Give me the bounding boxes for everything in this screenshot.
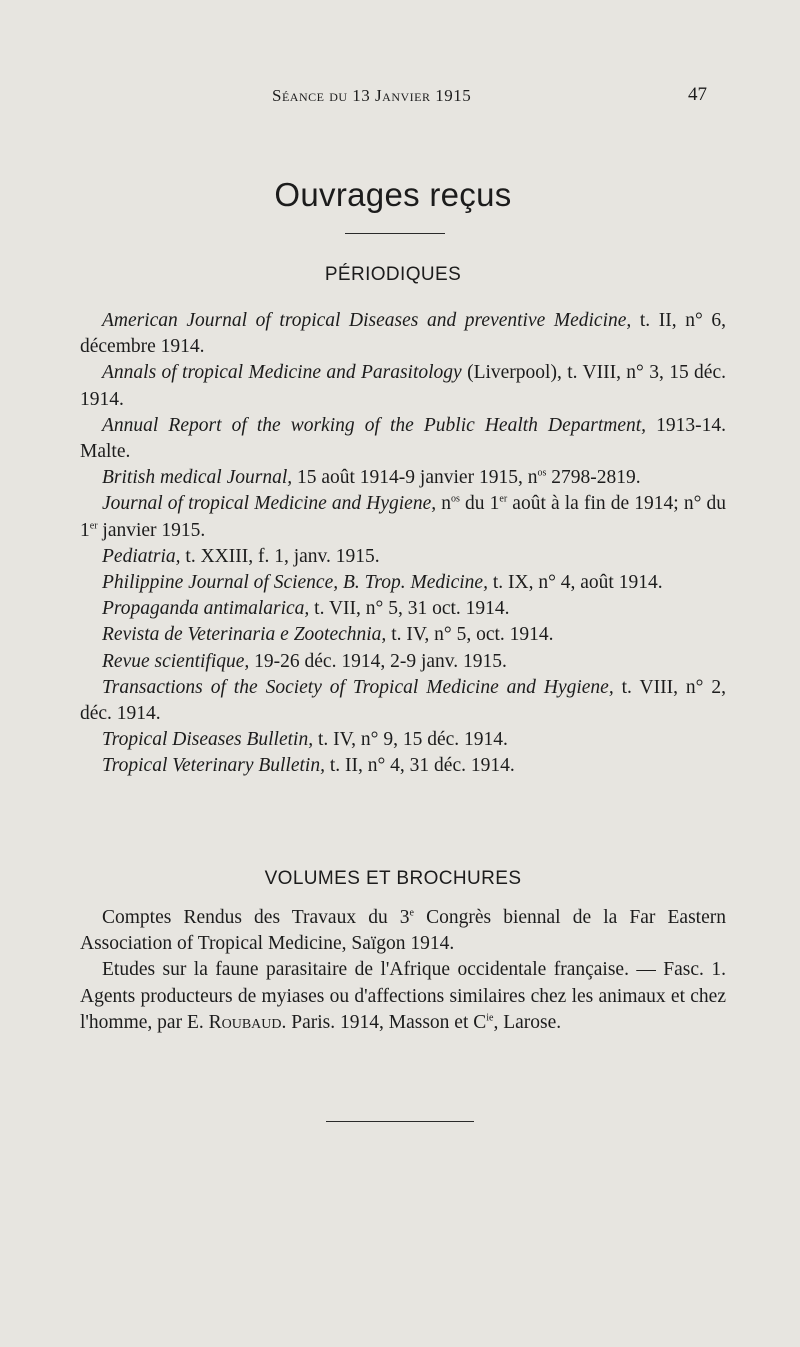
entry-title: British medical Journal, [102, 467, 293, 489]
entry-title: Annual Report of the working of the Public Health Department, [102, 414, 647, 436]
entry-details: t. XXIII, f. 1, janv. 1915. [180, 545, 380, 567]
author-name: Roubaud [208, 1011, 282, 1033]
list-item [80, 491, 726, 543]
volumes-list [80, 905, 726, 1036]
entry-text: . Paris. 1914, Masson et C [281, 1011, 487, 1033]
list-item [80, 360, 726, 412]
entry-title: Tropical Diseases Bulletin, [102, 729, 314, 751]
list-item [80, 308, 726, 360]
section-heading-periodiques: PÉRIODIQUES [324, 264, 462, 285]
entry-details-tail: janvier 1915. [97, 519, 206, 541]
list-item [80, 596, 726, 622]
list-item [80, 413, 726, 465]
entry-details: t. IV, n° 5, oct. 1914. [386, 624, 554, 646]
entry-details: (Liverpool), t. VIII, n° 3, 15 déc. 1914. [80, 362, 726, 410]
entry-title: Philippine Journal of Science, B. Trop. Medicine, [102, 572, 488, 594]
entry-title: Journal of tropical Medicine and Hygiene, [102, 493, 437, 515]
list-item [80, 570, 726, 596]
entry-text: , Larose. [493, 1011, 562, 1033]
entry-text: Congrès biennal de la Far Eastern Association of Tropical Medicine, Saïgon 1914. [80, 907, 726, 955]
entry-title: American Journal of tropical Diseases and preventive Medicine, [102, 310, 632, 331]
entry-details: 19-26 déc. 1914, 2-9 janv. 1915. [249, 650, 507, 672]
entry-title: Transactions of the Society of Tropical Medicine and Hygiene, [102, 676, 614, 698]
list-item [80, 727, 726, 753]
entry-text: Etudes sur la faune parasitaire de l'Afrique occidentale française. — Fasc. 1. Agents producteurs de myiases ou d'affections similaires chez les animaux et chez l'homme, par E. [80, 959, 726, 1033]
superscript: er [89, 520, 98, 532]
superscript: os [450, 493, 460, 505]
entry-details: t. IV, n° 9, 15 déc. 1914. [313, 729, 508, 751]
list-item [80, 905, 726, 957]
entry-details-tail: 2798-2819. [546, 467, 641, 489]
superscript: ie [486, 1012, 494, 1024]
entry-details: t. II, n° 6, décembre 1914. [80, 310, 726, 358]
list-item [80, 957, 726, 1036]
entry-title: Tropical Veterinary Bulletin, [102, 755, 325, 777]
superscript: os [537, 467, 547, 479]
page-title: Ouvrages reçus [274, 176, 512, 213]
entry-title: Pediatria, [102, 545, 181, 567]
entry-details: t. VII, n° 5, 31 oct. 1914. [309, 598, 510, 620]
entry-details-tail: août à la fin de 1914; n° du 1 [80, 493, 726, 541]
entry-details: t. IX, n° 4, août 1914. [487, 572, 663, 594]
entry-title: Revista de Veterinaria e Zootechnia, [102, 624, 387, 646]
entry-details: t. VIII, n° 2, déc. 1914. [80, 676, 726, 725]
list-item [80, 622, 726, 648]
entry-details: 15 août 1914-9 janvier 1915, n [292, 467, 538, 489]
list-item [80, 753, 726, 779]
entry-details: n [436, 493, 451, 515]
periodiques-list [80, 308, 726, 780]
entry-details: 1913-14. Malte. [80, 414, 726, 463]
list-item [80, 675, 726, 727]
end-divider [326, 1121, 474, 1122]
running-head: Séance du 13 Janvier 1915 [272, 86, 472, 105]
section-heading-volumes: VOLUMES ET BROCHURES [264, 868, 522, 889]
entry-title: Revue scientifique, [102, 650, 250, 672]
entry-title: Propaganda antimalarica, [102, 598, 310, 620]
entry-title: Annals of tropical Medicine and Parasitology [102, 362, 462, 384]
entry-details: t. II, n° 4, 31 déc. 1914. [324, 755, 515, 777]
entry-details-tail: du 1 [459, 493, 500, 515]
list-item [80, 465, 726, 491]
superscript: er [499, 493, 508, 505]
page-number: 47 [688, 84, 707, 105]
title-divider [345, 233, 445, 234]
list-item [80, 649, 726, 675]
list-item [80, 544, 726, 570]
superscript: e [409, 907, 414, 919]
entry-text: Comptes Rendus des Travaux du 3 [102, 907, 410, 928]
